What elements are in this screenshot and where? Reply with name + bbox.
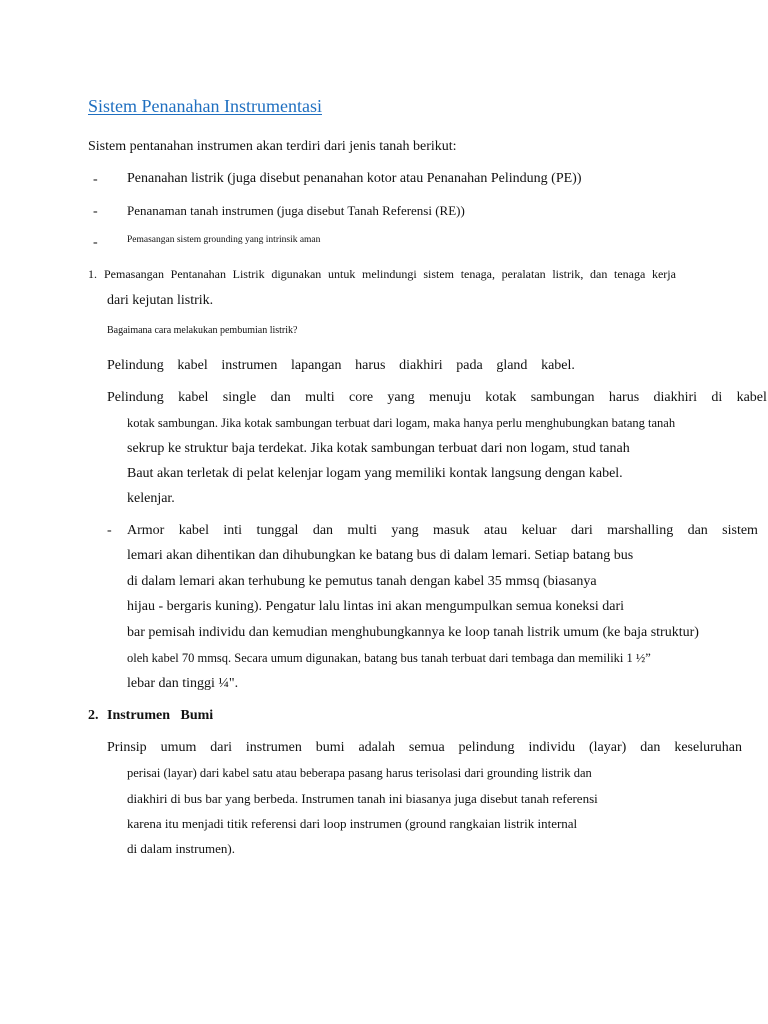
word: di [711,390,723,405]
word: marshalling [607,523,674,538]
word: semua [408,740,445,755]
word: masuk [432,523,470,538]
word: dan [640,740,661,755]
paragraph-line: bar pemisah individu dan kemudian menghubungkannya ke loop tanah listrik umum (ke baja struktur) [127,625,699,640]
word: Armor [127,523,165,538]
word: dan [312,523,334,538]
word: untuk [327,267,356,281]
word: keseluruhan [674,740,742,755]
word: melindungi [362,267,417,281]
word: dari [210,740,233,755]
word: listrik, [552,267,584,281]
paragraph-line: diakhiri di bus bar yang berbeda. Instrumen tanah ini biasanya juga disebut tanah referensi [127,791,598,806]
word: multi [305,390,335,405]
section-number: 2. [88,708,99,723]
word: tenaga [614,267,646,281]
word: pada [456,358,483,373]
word: Pelindung [107,390,164,405]
list-item: Penanahan listrik (juga disebut penanahan kotor atau Penanahan Pelindung (PE)) [127,171,582,186]
word: Listrik [232,267,265,281]
list-bullet: - [107,523,112,538]
word: Pemasangan [104,267,164,281]
paragraph-line: hijau - bergaris kuning). Pengatur lalu lintas ini akan mengumpulkan semua koneksi dari [127,599,625,614]
word: Pelindung [107,358,164,373]
word: bumi [315,740,345,755]
list-bullet: - [93,204,98,219]
section-1-line: dari kejutan listrik. [107,293,214,308]
word: umum [160,740,197,755]
list-bullet: - [93,172,98,187]
word: menuju [428,390,471,405]
word: peralatan [501,267,546,281]
word: keluar [521,523,557,538]
list-item: Penanaman tanah instrumen (juga disebut Tanah Referensi (RE)) [127,203,465,218]
word: digunakan [271,267,322,281]
word: (layar) [589,740,627,755]
word: inti [223,523,243,538]
word: single [222,390,257,405]
page-title: Sistem Penanahan Instrumentasi [88,96,322,116]
paragraph-line: oleh kabel 70 mmsq. Secara umum digunakan, batang bus tanah terbuat dari tembaga dan memiliki 1 ½” [127,651,651,665]
word: lapangan [290,358,342,373]
word: instrumen [221,358,278,373]
paragraph-line [127,523,758,540]
paragraph-line: kelenjar. [127,491,175,506]
word: tunggal [256,523,299,538]
paragraph-line [107,390,767,407]
word: dan [687,523,708,538]
word: sistem [423,267,455,281]
word: kabel. [541,358,575,373]
word: adalah [358,740,395,755]
paragraph-line: di dalam instrumen). [127,841,235,856]
paragraph-line: Baut akan terletak di pelat kelenjar logam yang memiliki kontak langsung dengan kabel. [127,466,623,481]
paragraph-line [107,358,575,375]
word: kotak [485,390,517,405]
word: Prinsip [107,740,147,755]
word: kabel [177,358,208,373]
paragraph-line: karena itu menjadi titik referensi dari loop instrumen (ground rangkaian listrik internal [127,816,578,831]
word: kerja [651,267,676,281]
word: diakhiri [399,358,443,373]
paragraph-line: lebar dan tinggi ¼". [127,676,239,691]
word: individu [528,740,576,755]
word: kabel [178,390,209,405]
paragraph-line [107,740,742,757]
paragraph-line: perisai (layar) dari kabel satu atau beberapa pasang harus terisolasi dari grounding listrik dan [127,766,592,780]
word: kabel [178,523,210,538]
word: instrumen [245,740,302,755]
word: dan [270,390,291,405]
word: sistem [722,523,758,538]
word: kabel [736,390,767,405]
word: dari [570,523,593,538]
paragraph-line: di dalam lemari akan terhubung ke pemutus tanah dengan kabel 35 mmsq (biasanya [127,574,597,589]
word: multi [347,523,377,538]
word: harus [608,390,640,405]
word: diakhiri [653,390,698,405]
word: dan [590,267,608,281]
word: yang [391,523,419,538]
word: pelindung [458,740,515,755]
word: harus [355,358,386,373]
section-1-line [104,267,676,281]
word: gland [496,358,528,373]
word: yang [387,390,415,405]
intro-paragraph: Sistem pentanahan instrumen akan terdiri dari jenis tanah berikut: [88,139,457,154]
subheading-question: Bagaimana cara melakukan pembumian listrik? [107,325,298,336]
list-item: Pemasangan sistem grounding yang intrinsik aman [127,235,321,245]
list-bullet: - [93,235,98,250]
paragraph-line: lemari akan dihentikan dan dihubungkan ke batang bus di dalam lemari. Setiap batang bus [127,548,634,563]
section-number: 1. [88,267,97,281]
section-heading: Instrumen Bumi [107,708,214,723]
paragraph-line: kotak sambungan. Jika kotak sambungan terbuat dari logam, maka hanya perlu menghubungkan batang tanah [127,416,676,430]
word: tenaga, [460,267,495,281]
word: Pentanahan [170,267,226,281]
word: atau [483,523,508,538]
word: core [348,390,374,405]
paragraph-line: sekrup ke struktur baja terdekat. Jika kotak sambungan terbuat dari non logam, stud tanah [127,441,630,456]
word: sambungan [530,390,595,405]
